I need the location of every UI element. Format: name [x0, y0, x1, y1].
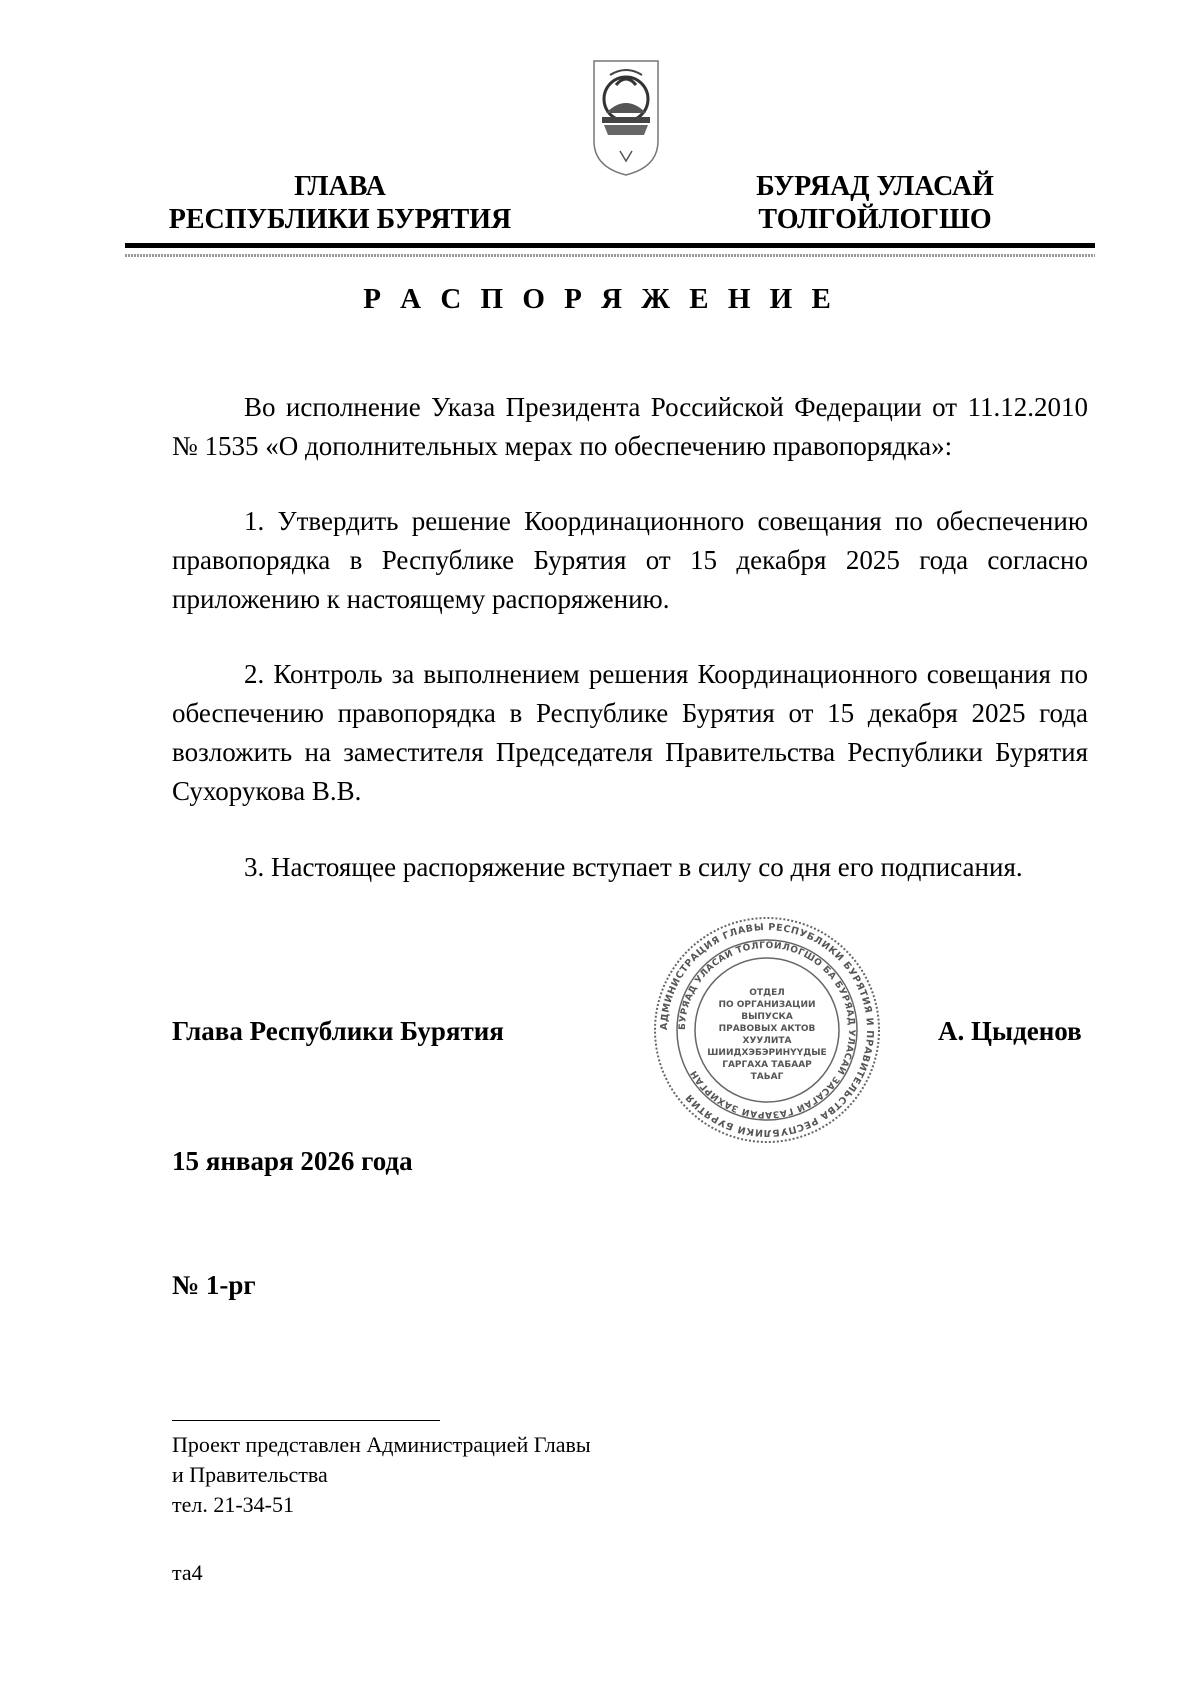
official-seal-icon: [647, 915, 887, 1145]
header-divider-thin: [125, 254, 1095, 257]
seal-center-line: ПРАВОВЫХ АКТОВ: [718, 1024, 816, 1034]
seal-inner-text: БУРЯАД УЛАСАЙ ТОЛГОЙЛОГШО БА БУРЯАД УЛАСАЙ ЗАСАГАЙ ГАЗАРАЙ ЗАХИРГАН: [677, 940, 857, 1120]
header-right: [720, 170, 1030, 236]
seal-center-line: ГАРГАХА ТАБААР: [722, 1060, 812, 1070]
document-date: 15 января 2026 года: [172, 1146, 413, 1176]
header-right-line2: ТОЛГОЙЛОГШО: [758, 204, 992, 235]
document-number: № 1-рг: [172, 1270, 256, 1300]
footer-note: [172, 1430, 591, 1520]
header-divider-thick: [125, 243, 1095, 248]
seal-center-line: ПО ОРГАНИЗАЦИИ: [718, 1000, 816, 1010]
signatory-position: Глава Республики Бурятия: [172, 1016, 504, 1046]
footer-line-1: Проект представлен Администрацией Главы: [172, 1432, 591, 1457]
document-title: Р А С П О Р Я Ж Е Н И Е: [363, 283, 837, 315]
header-left-line2: РЕСПУБЛИКИ БУРЯТИЯ: [168, 204, 512, 235]
header-left-line1: ГЛАВА: [294, 171, 386, 202]
seal-center-line: ТАЬАГ: [750, 1072, 784, 1082]
preamble-paragraph: Во исполнение Указа Президента Российской Федерации от 11.12.2010 № 1535 «О дополнительных мерах по обеспечению правопорядка»:: [172, 392, 1088, 461]
coat-of-arms-icon: [590, 55, 662, 177]
footer-line-2: и Правительства: [172, 1462, 328, 1487]
footer-divider: [172, 1420, 440, 1421]
clause-1-paragraph: 1. Утвердить решение Координационного совещания по обеспечению правопорядка в Республике Бурятия от 15 декабря 2025 года согласно приложению к настоящему распоряжению.: [172, 506, 1088, 614]
header-right-line1: БУРЯАД УЛАСАЙ: [756, 171, 994, 202]
document-code: та4: [172, 1560, 203, 1585]
seal-center-line: ОТДЕЛ: [749, 988, 785, 998]
footer-line-3: тел. 21-34-51: [172, 1492, 295, 1517]
signatory-name: А. Цыденов: [938, 1016, 1082, 1046]
seal-outer-text: АДМИНИСТРАЦИЯ ГЛАВЫ РЕСПУБЛИКИ БУРЯТИЯ И ПРАВИТЕЛЬСТВА РЕСПУБЛИКИ БУРЯТИЯ: [658, 921, 876, 1139]
clause-2-paragraph: 2. Контроль за выполнением решения Координационного совещания по обеспечению правопорядка в Республике Бурятия от 15 декабря 2025 года возложить на заместителя Председателя Правительства Республики Бурятия Сухорукова В.В.: [172, 659, 1088, 806]
header-left: [150, 170, 530, 236]
clause-3-paragraph: 3. Настоящее распоряжение вступает в силу со дня его подписания.: [244, 852, 1023, 882]
seal-center-line: ХУУЛИТА: [742, 1036, 792, 1046]
seal-center-line: ВЫПУСКА: [741, 1012, 793, 1022]
seal-center-line: ШИИДХЭБЭРИНҮҮДЫЕ: [707, 1048, 827, 1058]
